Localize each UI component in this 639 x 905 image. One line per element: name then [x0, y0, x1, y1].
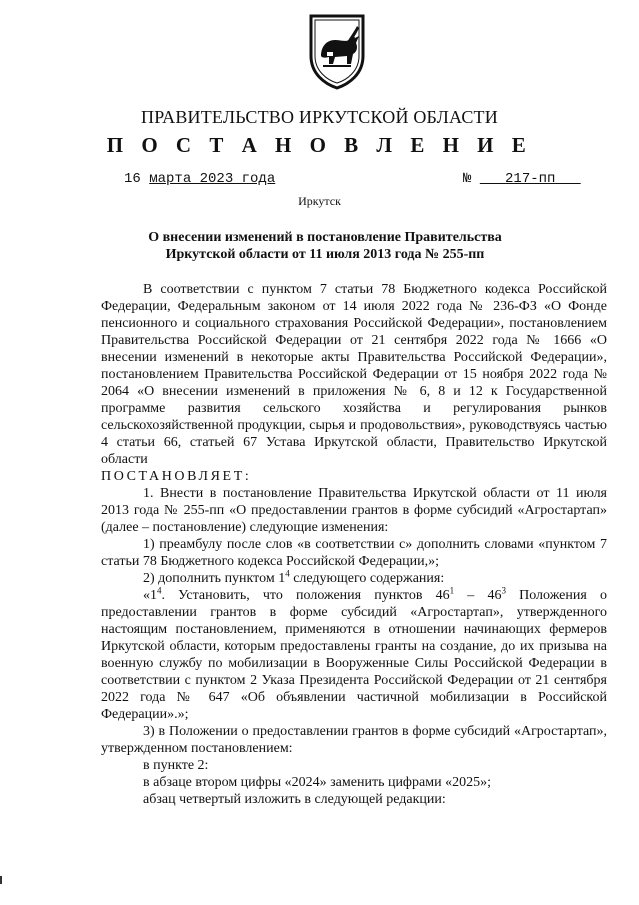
paragraph-abzac-4: абзац четвертый изложить в следующей редакции: [143, 792, 446, 807]
date-month-year: марта 2023 года [149, 171, 276, 187]
document-heading: О внесении изменений в постановление Правительства Иркутской области от 11 июля 2013 года № 255-пп [148, 230, 502, 262]
paragraph-preamble: В соответствии с пунктом 7 статьи 78 Бюджетного кодекса Российской Федерации, Федеральным законом от 14 июля 2022 года № 236-ФЗ «О Фонде пенсионного и социального страхования Российской Федерации», постановлением Правительства Российской Федерации от 21 сентября 2022 года № 1666 «О внесении изменений в некоторые акты Правительства Российской Федерации», постановлением Правительства Российской Федерации от 15 ноября 2022 года № 2064 «О внесении изменений в приложения № 6, 8 и 12 к Государственной программе развития сельского хозяйства и регулирования рынков сельскохозяйственной продукции, сырья и продовольствия», руководствуясь частью 4 статьи 66, статьей 67 Устава Иркутской области, Правительство Иркутской области [101, 282, 607, 467]
coat-of-arms-emblem [305, 12, 369, 90]
superscript: 1 [449, 585, 455, 596]
document-type-title: П О С Т А Н О В Л Е Н И Е [106, 133, 533, 157]
paragraph-item-1: 1. Внести в постановление Правительства Иркутской области от 11 июля 2013 года № 255-пп «О предоставлении грантов в форме субсидий «Агростартап» (далее – постановление) следующие изменения: [101, 486, 607, 535]
paragraph-abzac-2: в абзаце втором цифры «2024» заменить цифрами «2025»; [143, 775, 491, 790]
text-run: следующего содержания: [289, 571, 445, 586]
superscript: 4 [157, 585, 162, 596]
text-run: – 46 [454, 588, 502, 603]
text-run: Положения о предоставлении грантов в форме субсидий «Агростартап», утвержденного настоящим постановлением, применяются в отношении начинающих фермеров Иркутской области, которым предоставлены гранты на создание, до их призыва на военную службу по мобилизации в Вооруженные Силы Российской Федерации в соответствии с пунктом 2 Указа Президента Российской Федерации от 21 сентября 2022 года № 647 «Об объявлении частичной мобилизации в Российской Федерации».»; [101, 588, 607, 722]
scan-edge-mark [0, 876, 2, 884]
paragraph-item-1-3: 3) в Положении о предоставлении грантов в форме субсидий «Агростартап», утвержденном постановлением: [101, 724, 607, 756]
city-name: Иркутск [298, 194, 341, 208]
superscript: 3 [501, 585, 506, 596]
number-prefix: № [463, 171, 472, 187]
text-run: . Установить, что положения пунктов 46 [161, 588, 450, 603]
text-run: «1 [143, 588, 157, 603]
document-number [463, 171, 581, 187]
government-name: ПРАВИТЕЛЬСТВО ИРКУТСКОЙ ОБЛАСТИ [141, 107, 498, 127]
text-run: 2) дополнить пунктом 1 [143, 571, 286, 586]
paragraph-item-1-1: 1) преамбулу после слов «в соответствии с» дополнить словами «пунктом 7 статьи 78 Бюджетного кодекса Российской Федерации,»; [101, 537, 607, 569]
superscript: 4 [285, 568, 290, 579]
paragraph-item-1-2 [101, 570, 607, 587]
paragraph-point-2: в пункте 2: [143, 758, 209, 773]
number-value: 217-пп [505, 171, 556, 187]
resolves-word: ПОСТАНОВЛЯЕТ: [101, 469, 252, 484]
document-body [101, 281, 607, 808]
document-date [124, 171, 275, 187]
paragraph-new-point [101, 587, 607, 723]
date-day: 16 [124, 171, 141, 187]
